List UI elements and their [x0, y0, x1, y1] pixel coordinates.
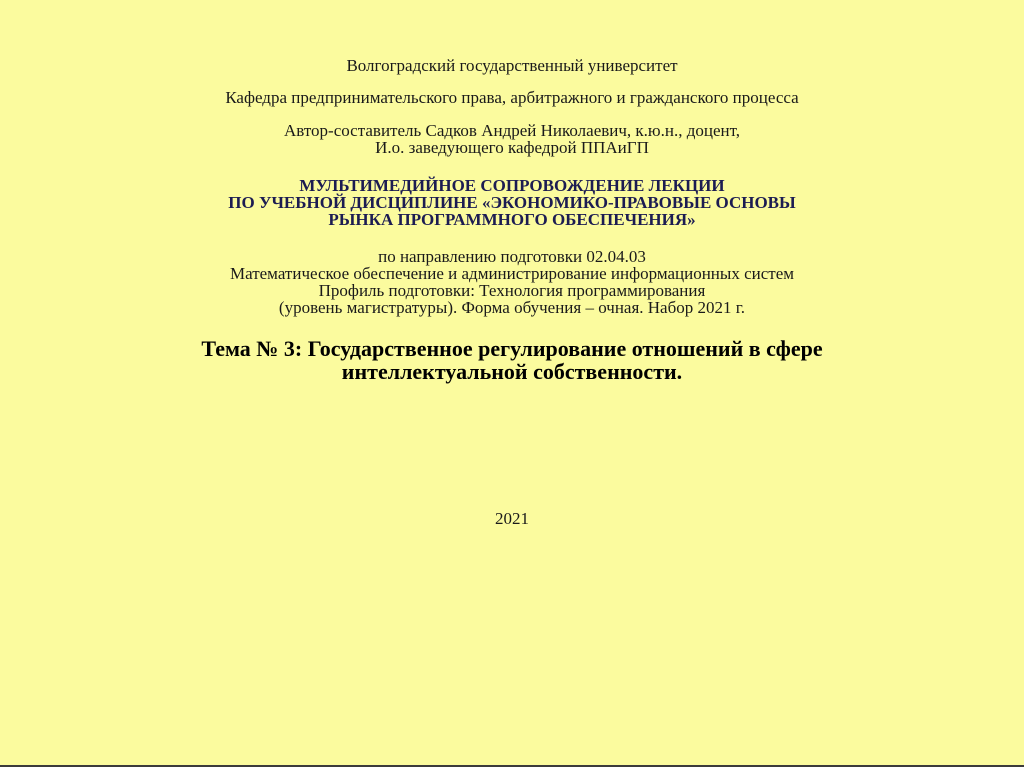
topic-title-line-1: Тема № 3: Государственное регулирование отношений в сфере: [201, 336, 823, 361]
department-name: Кафедра предпринимательского права, арбитражного и гражданского процесса: [225, 88, 799, 107]
author-line-1: Автор-составитель Садков Андрей Николаевич, к.ю.н., доцент,: [283, 121, 741, 140]
university-name: Волгоградский государственный университет: [346, 56, 678, 75]
author-line-2: И.о. заведующего кафедрой ППАиГП: [375, 138, 649, 157]
program-line-2: Математическое обеспечение и администрирование информационных систем: [229, 264, 794, 283]
program-line-3: Профиль подготовки: Технология программирования: [318, 281, 706, 300]
year-label: 2021: [495, 509, 529, 528]
program-line-1: по направлению подготовки 02.04.03: [378, 247, 646, 266]
course-title-line-2: ПО УЧЕБНОЙ ДИСЦИПЛИНЕ «ЭКОНОМИКО-ПРАВОВЫЕ ОСНОВЫ: [228, 193, 796, 212]
program-line-4: (уровень магистратуры). Форма обучения – очная. Набор 2021 г.: [278, 298, 746, 317]
course-title-line-1: МУЛЬТИМЕДИЙНОЕ СОПРОВОЖДЕНИЕ ЛЕКЦИИ: [299, 176, 725, 195]
topic-title-line-2: интеллектуальной собственности.: [341, 359, 683, 384]
course-title-line-3: РЫНКА ПРОГРАММНОГО ОБЕСПЕЧЕНИЯ»: [328, 210, 696, 229]
